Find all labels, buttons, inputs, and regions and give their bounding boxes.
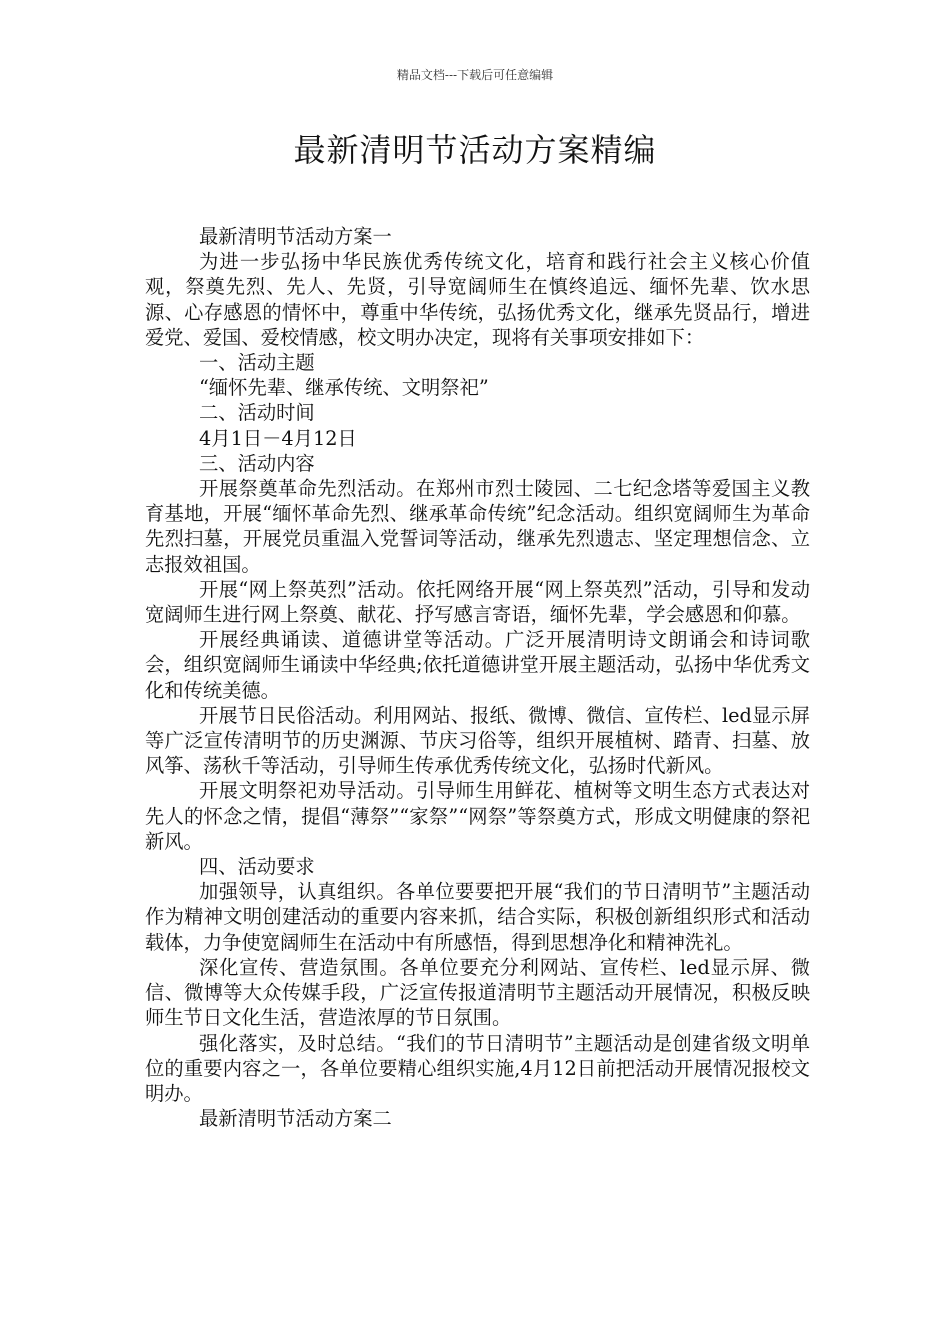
requirement-paragraph: 加强领导，认真组织。各单位要要把开展“我们的节日清明节”主题活动作为精神文明创建活动的重要内容来抓，结合实际，积极创新组织形式和活动载体，力争使宽阔师生在活动中有所感悟，得到思想净化和精神洗礼。 bbox=[145, 880, 810, 954]
content-paragraph: 开展文明祭祀劝导活动。引导师生用鲜花、植树等文明生态方式表达对先人的怀念之情，提倡“薄祭”“家祭”“网祭”等祭奠方式，形成文明健康的祭祀新风。 bbox=[145, 779, 810, 853]
requirement-paragraph: 强化落实，及时总结。“我们的节日清明节”主题活动是创建省级文明单位的重要内容之一，各单位要精心组织实施,4月12日前把活动开展情况报校文明办。 bbox=[145, 1031, 810, 1105]
activity-time-text: 4月1日－4月12日 bbox=[199, 426, 357, 450]
heading-activity-content: 三、活动内容 bbox=[199, 451, 315, 475]
content-paragraph: 开展经典诵读、道德讲堂等活动。广泛开展清明诗文朗诵会和诗词歌会，组织宽阔师生诵读中华经典;依托道德讲堂开展主题活动，弘扬中华优秀文化和传统美德。 bbox=[145, 628, 810, 702]
activity-theme-text: “缅怀先辈、继承传统、文明祭祀” bbox=[199, 376, 489, 400]
document-title: 最新清明节活动方案精编 bbox=[293, 131, 657, 169]
content-paragraph: 开展节日民俗活动。利用网站、报纸、微博、微信、宣传栏、led显示屏等广泛宣传清明节的历史渊源、节庆习俗等，组织开展植树、踏青、扫墓、放风筝、荡秋千等活动，引导师生传承优秀传统文化，弘扬时代新风。 bbox=[145, 703, 810, 778]
intro-paragraph: 为进一步弘扬中华民族优秀传统文化，培育和践行社会主义核心价值观，祭奠先烈、先人、先贤，引导宽阔师生在慎终追远、缅怀先辈、饮水思源、心存感恩的情怀中，尊重中华传统，弘扬优秀文化，继承先贤品行，增进爱党、爱国、爱校情感，校文明办决定，现将有关事项安排如下： bbox=[145, 250, 810, 349]
heading-activity-time: 二、活动时间 bbox=[199, 401, 315, 425]
heading-activity-theme: 一、活动主题 bbox=[199, 351, 315, 375]
content-paragraph: 开展“网上祭英烈”活动。依托网络开展“网上祭英烈”活动，引导和发动宽阔师生进行网上祭奠、献花、抒写感言寄语，缅怀先辈，学会感恩和仰慕。 bbox=[145, 577, 810, 627]
section-heading-plan-one: 最新清明节活动方案一 bbox=[199, 225, 392, 248]
heading-activity-requirements: 四、活动要求 bbox=[199, 855, 315, 879]
document-body bbox=[145, 224, 810, 1131]
content-paragraph: 开展祭奠革命先烈活动。在郑州市烈士陵园、二七纪念塔等爱国主义教育基地，开展“缅怀革命先烈、继承革命传统”纪念活动。组织宽阔师生为革命先烈扫墓，开展党员重温入党誓词等活动，继承先烈遗志、坚定理想信念、立志报效祖国。 bbox=[145, 477, 810, 576]
section-heading-plan-two: 最新清明节活动方案二 bbox=[199, 1107, 392, 1131]
requirement-paragraph: 深化宣传、营造氛围。各单位要充分利网站、宣传栏、led显示屏、微信、微博等大众传媒手段，广泛宣传报道清明节主题活动开展情况，积极反映师生节日文化生活，营造浓厚的节日氛围。 bbox=[145, 955, 810, 1030]
header-note: 精品文档---下载后可任意编辑 bbox=[396, 68, 554, 82]
